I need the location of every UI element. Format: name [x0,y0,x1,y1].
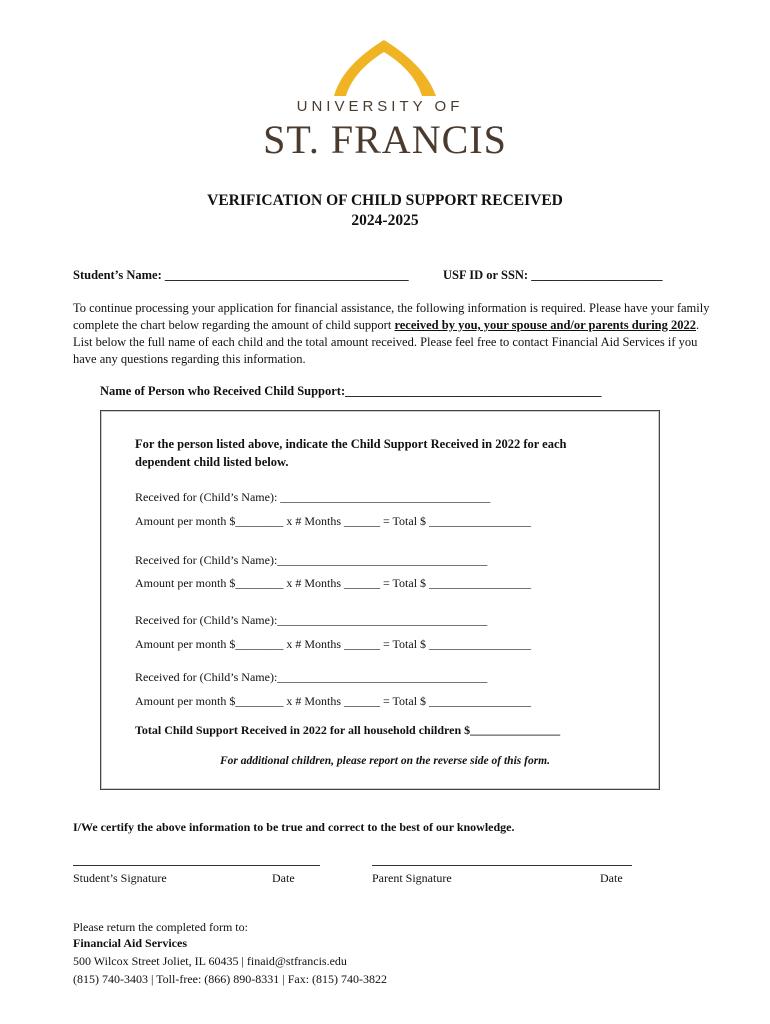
form-year: 2024-2025 [351,212,419,229]
student-signature-label: Student’s Signature [73,871,167,885]
return-address: 500 Wilcox Street Joliet, IL 60435 | finaid@stfrancis.edu [73,954,347,968]
box-heading-2: dependent child listed below. [135,455,289,469]
intro-part-1: To continue processing your application for financial assistance, the following information is required. Please have your family complete the chart below regarding the amount of child support [73,301,710,332]
parent-date-label: Date [600,871,623,885]
parent-signature-label: Parent Signature [372,871,452,885]
logo-line-1: UNIVERSITY OF [296,98,464,115]
box-footnote: For additional children, please report on the reverse side of this form. [220,755,550,767]
child-name-field-3[interactable]: Received for (Child’s Name):___________________________________ [135,613,488,627]
child-name-field-2[interactable]: Received for (Child’s Name):___________________________________ [135,553,488,567]
intro-paragraph [73,300,713,368]
usf-id-field[interactable]: USF ID or SSN: _____________________ [443,268,663,282]
return-phones: (815) 740-3403 | Toll-free: (866) 890-8331 | Fax: (815) 740-3822 [73,972,388,986]
child-name-field-1[interactable]: Received for (Child’s Name): ___________________________________ [135,490,491,504]
amount-row-4[interactable]: Amount per month $________ x # Months ______ = Total $ _________________ [135,694,532,708]
recipient-name-field[interactable]: Name of Person who Received Child Support:_________________________________________ [100,384,602,398]
return-intro: Please return the completed form to: [73,920,248,934]
form-title: VERIFICATION OF CHILD SUPPORT RECEIVED [207,192,563,209]
amount-row-3[interactable]: Amount per month $________ x # Months ______ = Total $ _________________ [135,637,532,651]
return-office: Financial Aid Services [73,936,187,950]
box-heading-1: For the person listed above, indicate the Child Support Received in 2022 for each [135,437,567,451]
child-name-field-4[interactable]: Received for (Child’s Name):___________________________________ [135,670,488,684]
amount-row-1[interactable]: Amount per month $________ x # Months ______ = Total $ _________________ [135,514,532,528]
student-signature-line[interactable] [73,865,320,866]
intro-part-2: . List below the full name of each child and the total amount received. Please feel free to contact Financial Aid Services if you have any questions regarding this information. [73,318,700,366]
parent-signature-line[interactable] [372,865,632,866]
amount-row-2[interactable]: Amount per month $________ x # Months ______ = Total $ _________________ [135,576,532,590]
student-name-field[interactable]: Student’s Name: _______________________________________ [73,268,409,282]
intro-emphasis: received by you, your spouse and/or parents during 2022 [394,318,696,332]
total-support-field[interactable]: Total Child Support Received in 2022 for all household children $_______________ [135,723,561,737]
certification-statement: I/We certify the above information to be true and correct to the best of our knowledge. [73,820,515,834]
student-date-label: Date [272,871,295,885]
university-logo [250,38,520,163]
logo-line-2: ST. FRANCIS [263,117,507,162]
